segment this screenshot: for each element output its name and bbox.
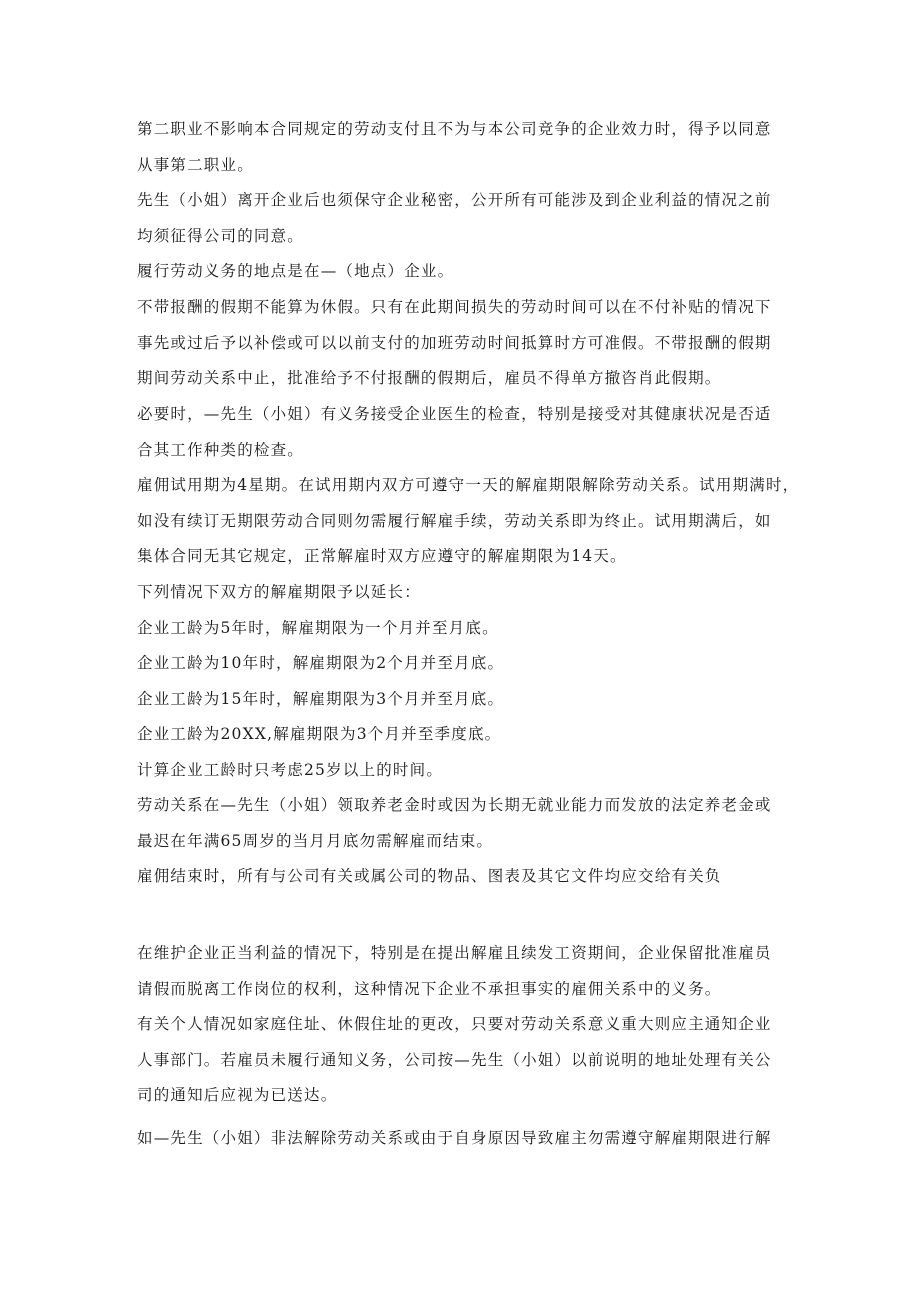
paragraph-unlawful-termination <box>137 1121 787 1157</box>
paragraph-pension-end <box>137 788 787 859</box>
text-line: 企业工龄为10年时，解雇期限为2个月并至月底。 <box>137 654 505 672</box>
text-line: 雇佣试用期为4星期。在试用期内双方可遵守一天的解雇期限解除劳动关系。试用期满时， <box>137 476 800 494</box>
text-line: 企业工龄为20XX,解雇期限为3个月并至季度底。 <box>137 725 502 743</box>
paragraph-extension-intro <box>137 575 787 611</box>
text-line: 从事第二职业。 <box>137 155 254 174</box>
paragraph-confidentiality <box>137 183 787 254</box>
text-line: 请假而脱离工作岗位的权利，这种情况下企业不承担事实的雇佣关系中的义务。 <box>137 979 722 998</box>
text-line: 下列情况下双方的解雇期限予以延长： <box>137 583 421 601</box>
text-line: 如—先生（小姐）非法解除劳动关系或由于自身原因导致雇主勿需遵守解雇期限进行解 <box>137 1129 772 1147</box>
paragraph-seniority-age <box>137 753 787 789</box>
text-line: 企业工龄为15年时，解雇期限为3个月并至月底。 <box>137 690 505 708</box>
paragraph-seniority-5 <box>137 611 787 647</box>
text-line: 劳动关系在—先生（小姐）领取养老金时或因为长期无就业能力而发放的法定养老金或 <box>137 796 772 814</box>
text-line: 企业工龄为5年时，解雇期限为一个月并至月底。 <box>137 619 499 637</box>
text-line: 先生（小姐）离开企业后也须保守企业秘密，公开所有可能涉及到企业利益的情况之前 <box>137 191 772 209</box>
text-line: 必要时，—先生（小姐）有义务接受企业医生的检查，特别是接受对其健康状况是否适 <box>137 405 772 423</box>
text-line: 集体合同无其它规定，正常解雇时双方应遵守的解雇期限为14天。 <box>137 547 627 565</box>
text-line: 人事部门。若雇员未履行通知义务，公司按—先生（小姐）以前说明的地址处理有关公 <box>137 1050 772 1069</box>
paragraph-work-location <box>137 254 787 290</box>
paragraph-release-from-work <box>137 936 787 1007</box>
text-line: 有关个人情况如家庭住址、休假住址的更改，只要对劳动关系意义重大则应主通知企业 <box>137 1015 772 1033</box>
text-line: 不带报酬的假期不能算为休假。只有在此期间损失的劳动时间可以在不付补贴的情况下 <box>137 298 772 316</box>
text-line: 雇佣结束时，所有与公司有关或属公司的物品、图表及其它文件均应交给有关负 <box>137 867 722 885</box>
text-line: 最迟在年满65周岁的当月月底勿需解雇而结束。 <box>137 831 494 850</box>
paragraph-seniority-15 <box>137 682 787 718</box>
paragraph-address-change <box>137 1007 787 1114</box>
paragraph-unpaid-leave <box>137 290 787 397</box>
text-line: 第二职业不影响本合同规定的劳动支付且不为与本公司竞争的企业效力时，得予以同意 <box>137 120 772 138</box>
text-line: 司的通知后应视为已送达。 <box>137 1086 338 1104</box>
text-line: 均须征得公司的同意。 <box>137 226 305 245</box>
text-line: 履行劳动义务的地点是在—（地点）企业。 <box>137 262 455 280</box>
text-line: 在维护企业正当利益的情况下，特别是在提出解雇且续发工资期间，企业保留批准雇员 <box>137 944 772 962</box>
text-line: 如没有续订无期限劳动合同则勿需履行解雇手续，劳动关系即为终止。试用期满后，如 <box>137 511 772 530</box>
paragraph-medical-exam <box>137 397 787 468</box>
text-line: 事先或过后予以补偿或可以以前支付的加班劳动时间抵算时方可准假。不带报酬的假期 <box>137 333 772 352</box>
text-line: 期间劳动关系中止，批准给予不付报酬的假期后，雇员不得单方撤咨肖此假期。 <box>137 369 722 387</box>
paragraph-seniority-10 <box>137 646 787 682</box>
text-line: 合其工作种类的检查。 <box>137 440 305 459</box>
paragraph-return-property <box>137 859 787 895</box>
paragraph-probation <box>137 468 800 575</box>
text-line: 计算企业工龄时只考虑25岁以上的时间。 <box>137 761 444 779</box>
paragraph-seniority-20 <box>137 717 787 753</box>
paragraph-second-job <box>137 112 787 183</box>
